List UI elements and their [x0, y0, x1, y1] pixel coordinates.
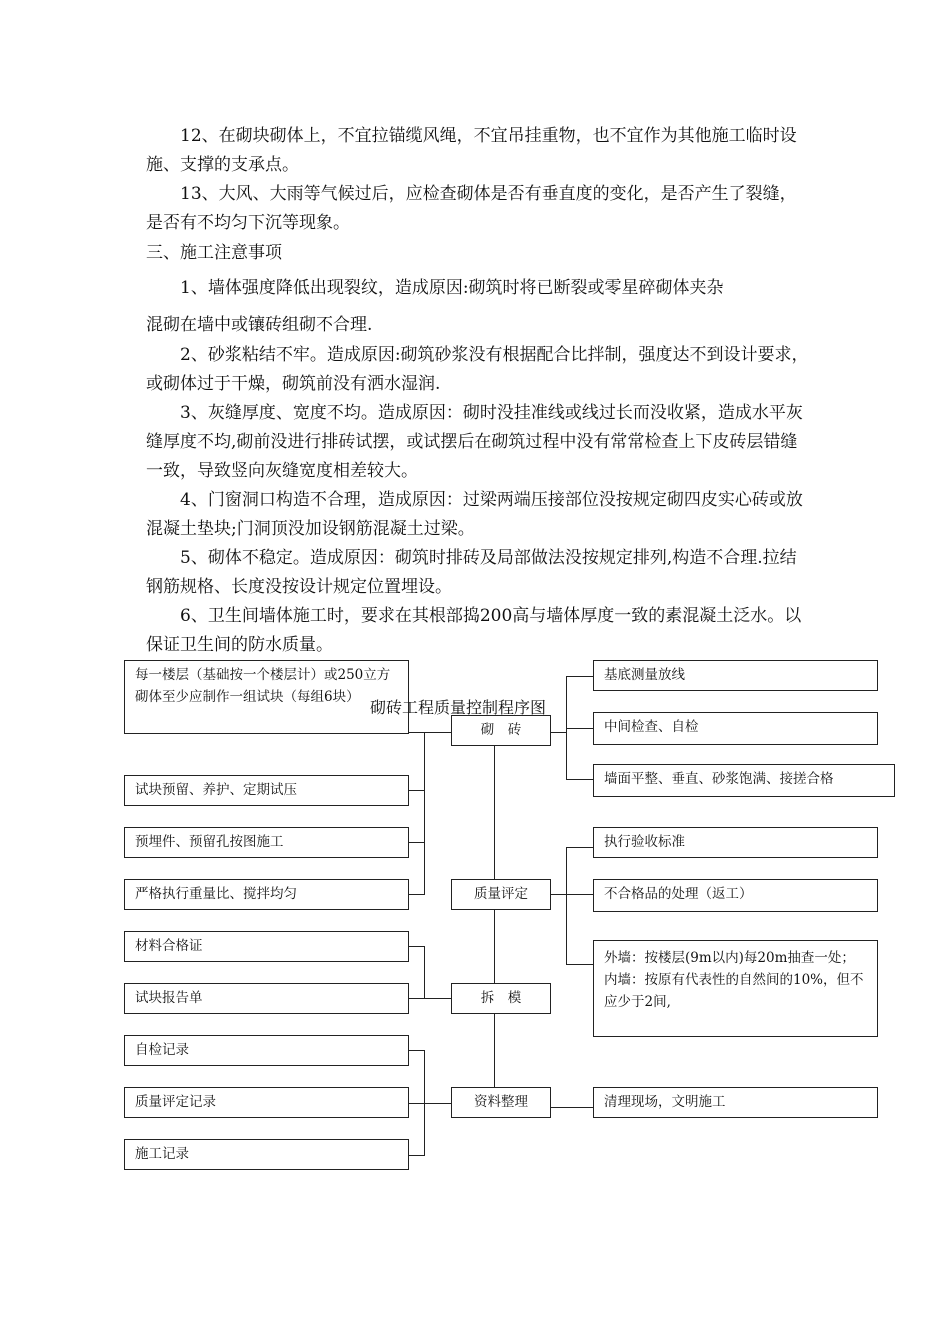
note-4: 4、门窗洞口构造不合理，造成原因：过梁两端压接部位没按规定砌四皮实心砖或放混凝土垫块;门洞顶没加设钢筋混凝土过梁。	[146, 490, 803, 539]
box-test-report: 试块报告单	[124, 983, 409, 1014]
box-acceptance-standard: 执行验收标准	[593, 827, 878, 858]
note-3: 3、灰缝厚度、宽度不均。造成原因：砌时没挂准线或线过长而没收紧，造成水平灰缝厚度不均,砌前没进行排砖试摆，或试摆后在砌筑过程中没有常常检查上下皮砖层错缝一致，导致竖向灰缝宽度相差较大。	[146, 403, 803, 481]
box-rework: 不合格品的处理（返工）	[593, 879, 878, 912]
note-6: 6、卫生间墙体施工时，要求在其根部捣200高与墙体厚度一致的素混凝土泛水。以保证卫生间的防水质量。	[146, 606, 802, 655]
paragraph-item-12: 12、在砌块砌体上，不宜拉锚缆风绳，不宜吊挂重物，也不宜作为其他施工临时设施、支撑的支承点。	[146, 126, 797, 175]
box-cleanup: 清理现场，文明施工	[593, 1087, 878, 1118]
box-material-cert: 材料合格证	[124, 931, 409, 962]
node-quality: 质量评定	[451, 879, 551, 910]
box-self-check-record: 自检记录	[124, 1035, 409, 1066]
box-sampling-rule: 外墙：按楼层(9m以内)每20m抽查一处；内墙：按原有代表性的自然间的10%，但不应少于2间,	[593, 940, 878, 1037]
box-embedded-parts: 预埋件、预留孔按图施工	[124, 827, 409, 858]
node-records: 资料整理	[451, 1087, 551, 1118]
node-brick: 砌 砖	[451, 715, 551, 746]
box-wall-flat: 墙面平整、垂直、砂浆饱满、接搓合格	[593, 764, 895, 797]
note-2: 2、砂浆粘结不牢。造成原因:砌筑砂浆没有根据配合比拌制，强度达不到设计要求，或砌体过于干燥，砌筑前没有洒水湿润.	[146, 345, 809, 394]
box-mix-ratio: 严格执行重量比、搅拌均匀	[124, 879, 409, 910]
note-1-line-1: 1、墙体强度降低出现裂纹，造成原因:砌筑时将已断裂或零星碎砌体夹杂	[180, 278, 724, 298]
section-heading: 三、施工注意事项	[146, 243, 282, 263]
box-setout: 基底测量放线	[593, 660, 878, 691]
flowchart-title: 砌砖工程质量控制程序图	[370, 698, 547, 717]
note-1-line-2: 混砌在墙中或镶砖组砌不合理.	[146, 315, 373, 335]
note-5: 5、砌体不稳定。造成原因：砌筑时排砖及局部做法没按规定排列,构造不合理.拉结钢筋规格、长度没按设计规定位置埋设。	[146, 548, 797, 597]
box-specimen-rule: 每一楼层（基础按一个楼层计）或250立方砌体至少应制作一组试块（每组6块）	[124, 660, 409, 734]
box-quality-record: 质量评定记录	[124, 1087, 409, 1118]
paragraph-item-13: 13、大风、大雨等气候过后，应检查砌体是否有垂直度的变化，是否产生了裂缝，是否有不均匀下沉等现象。	[146, 184, 797, 233]
box-specimen-care: 试块预留、养护、定期试压	[124, 775, 409, 806]
node-demold: 拆 模	[451, 983, 551, 1014]
box-mid-check: 中间检查、自检	[593, 712, 878, 745]
box-construction-record: 施工记录	[124, 1139, 409, 1170]
